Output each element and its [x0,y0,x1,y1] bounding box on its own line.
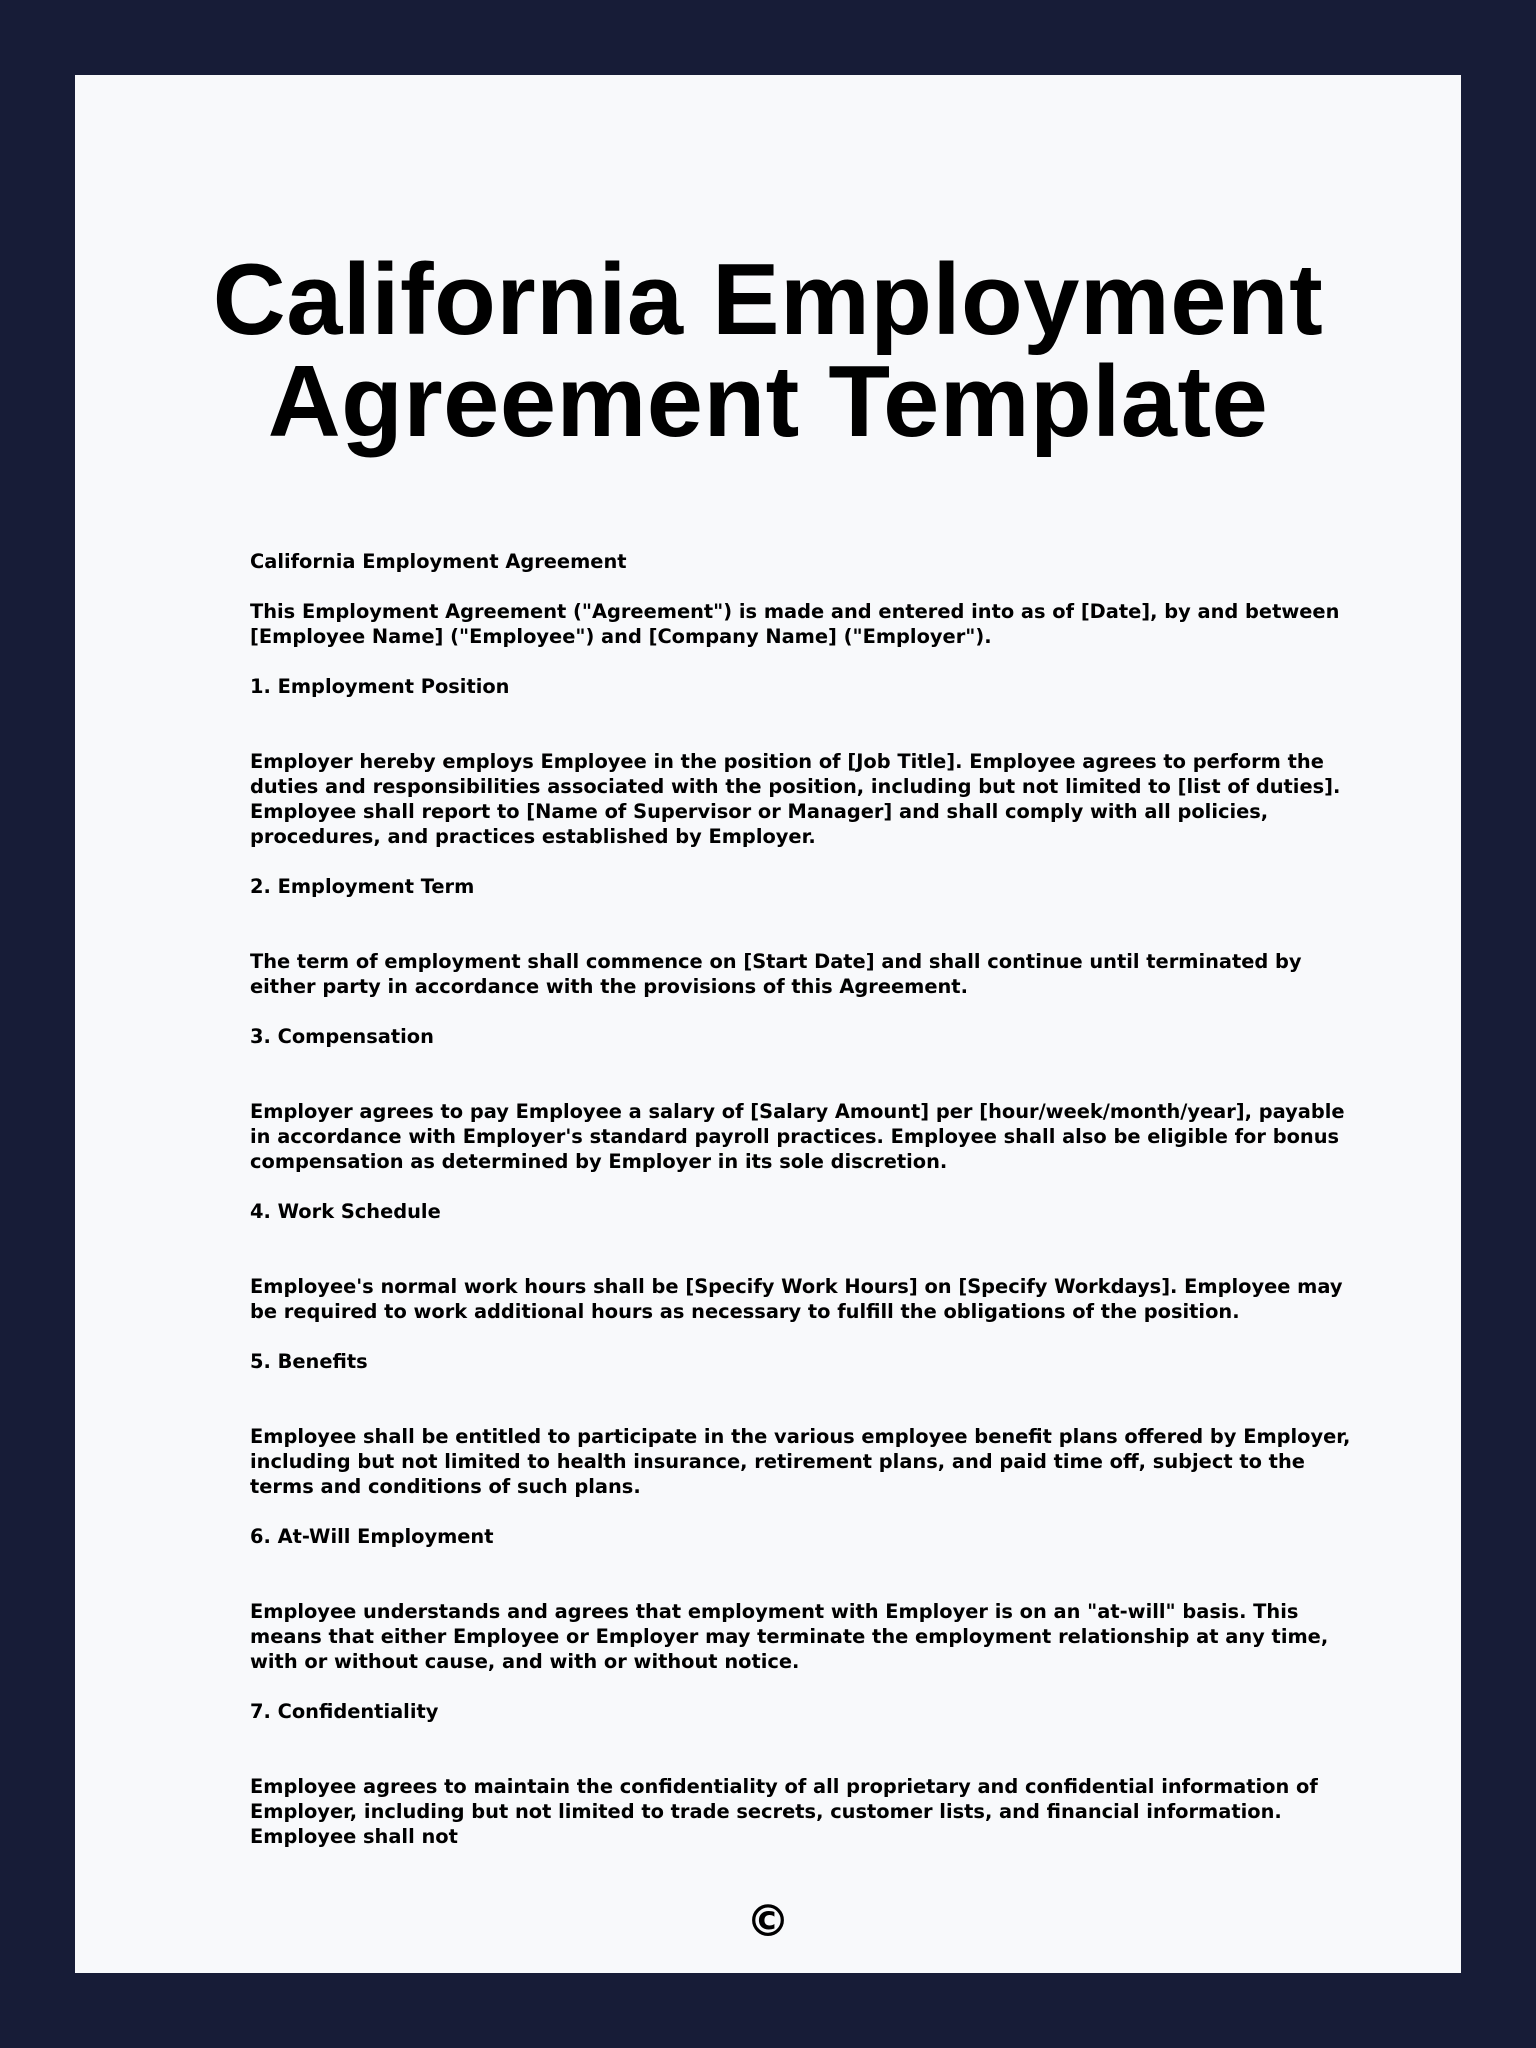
section-text-work-schedule: Employee's normal work hours shall be [Specify Work Hours] on [Specify Workdays]. Employee may be required to work additional hours as necessary to fulfill the obligations of the position. [250,1275,1343,1323]
title-line-2: Agreement Template [267,346,1269,458]
section-text-employment-position: Employer hereby employs Employee in the position of [Job Title]. Employee agrees to perform the duties and responsibilities associated with the position, including but not limited to [list of duties]. Employee shall report to [Name of Supervisor or Manager] and shall comply with all policies, procedures, and practices established by Employer. [250,750,1341,848]
section-heading-confidentiality: 7. Confidentiality [250,1700,439,1723]
document-body [250,549,1370,1874]
section-heading-benefits: 5. Benefits [250,1350,368,1373]
section-text-at-will-employment: Employee understands and agrees that employment with Employer is on an "at-will" basis. This means that either Employee or Employer may terminate the employment relationship at any time, with or without cause, and with or without notice. [250,1600,1329,1673]
agreement-subtitle: California Employment Agreement [250,550,627,573]
section-text-benefits: Employee shall be entitled to participate in the various employee benefit plans offered by Employer, including but not limited to health insurance, retirement plans, and paid time off, subject to the terms and conditions of such plans. [250,1425,1351,1498]
section-heading-at-will-employment: 6. At-Will Employment [250,1525,494,1548]
document-page [75,75,1461,1973]
section-text-employment-term: The term of employment shall commence on [Start Date] and shall continue until terminated by either party in accordance with the provisions of this Agreement. [250,950,1302,998]
section-heading-employment-position: 1. Employment Position [250,675,510,698]
document-title [75,244,1461,458]
section-text-confidentiality: Employee agrees to maintain the confidentiality of all proprietary and confidential information of Employer, including but not limited to trade secrets, customer lists, and financial information. Employee shall not [250,1775,1318,1848]
copyright-icon: © [746,1896,790,1947]
section-text-compensation: Employer agrees to pay Employee a salary of [Salary Amount] per [hour/week/month/year], payable in accordance with Employer's standard payroll practices. Employee shall also be eligible for bonus compensation as determined by Employer in its sole discretion. [250,1100,1345,1173]
agreement-intro: This Employment Agreement ("Agreement") is made and entered into as of [Date], by and between [Employee Name] ("Employee") and [Company Name] ("Employer"). [250,600,1340,648]
section-heading-work-schedule: 4. Work Schedule [250,1200,441,1223]
title-line-1: California Employment [212,244,1324,356]
section-heading-employment-term: 2. Employment Term [250,875,475,898]
section-heading-compensation: 3. Compensation [250,1025,434,1048]
